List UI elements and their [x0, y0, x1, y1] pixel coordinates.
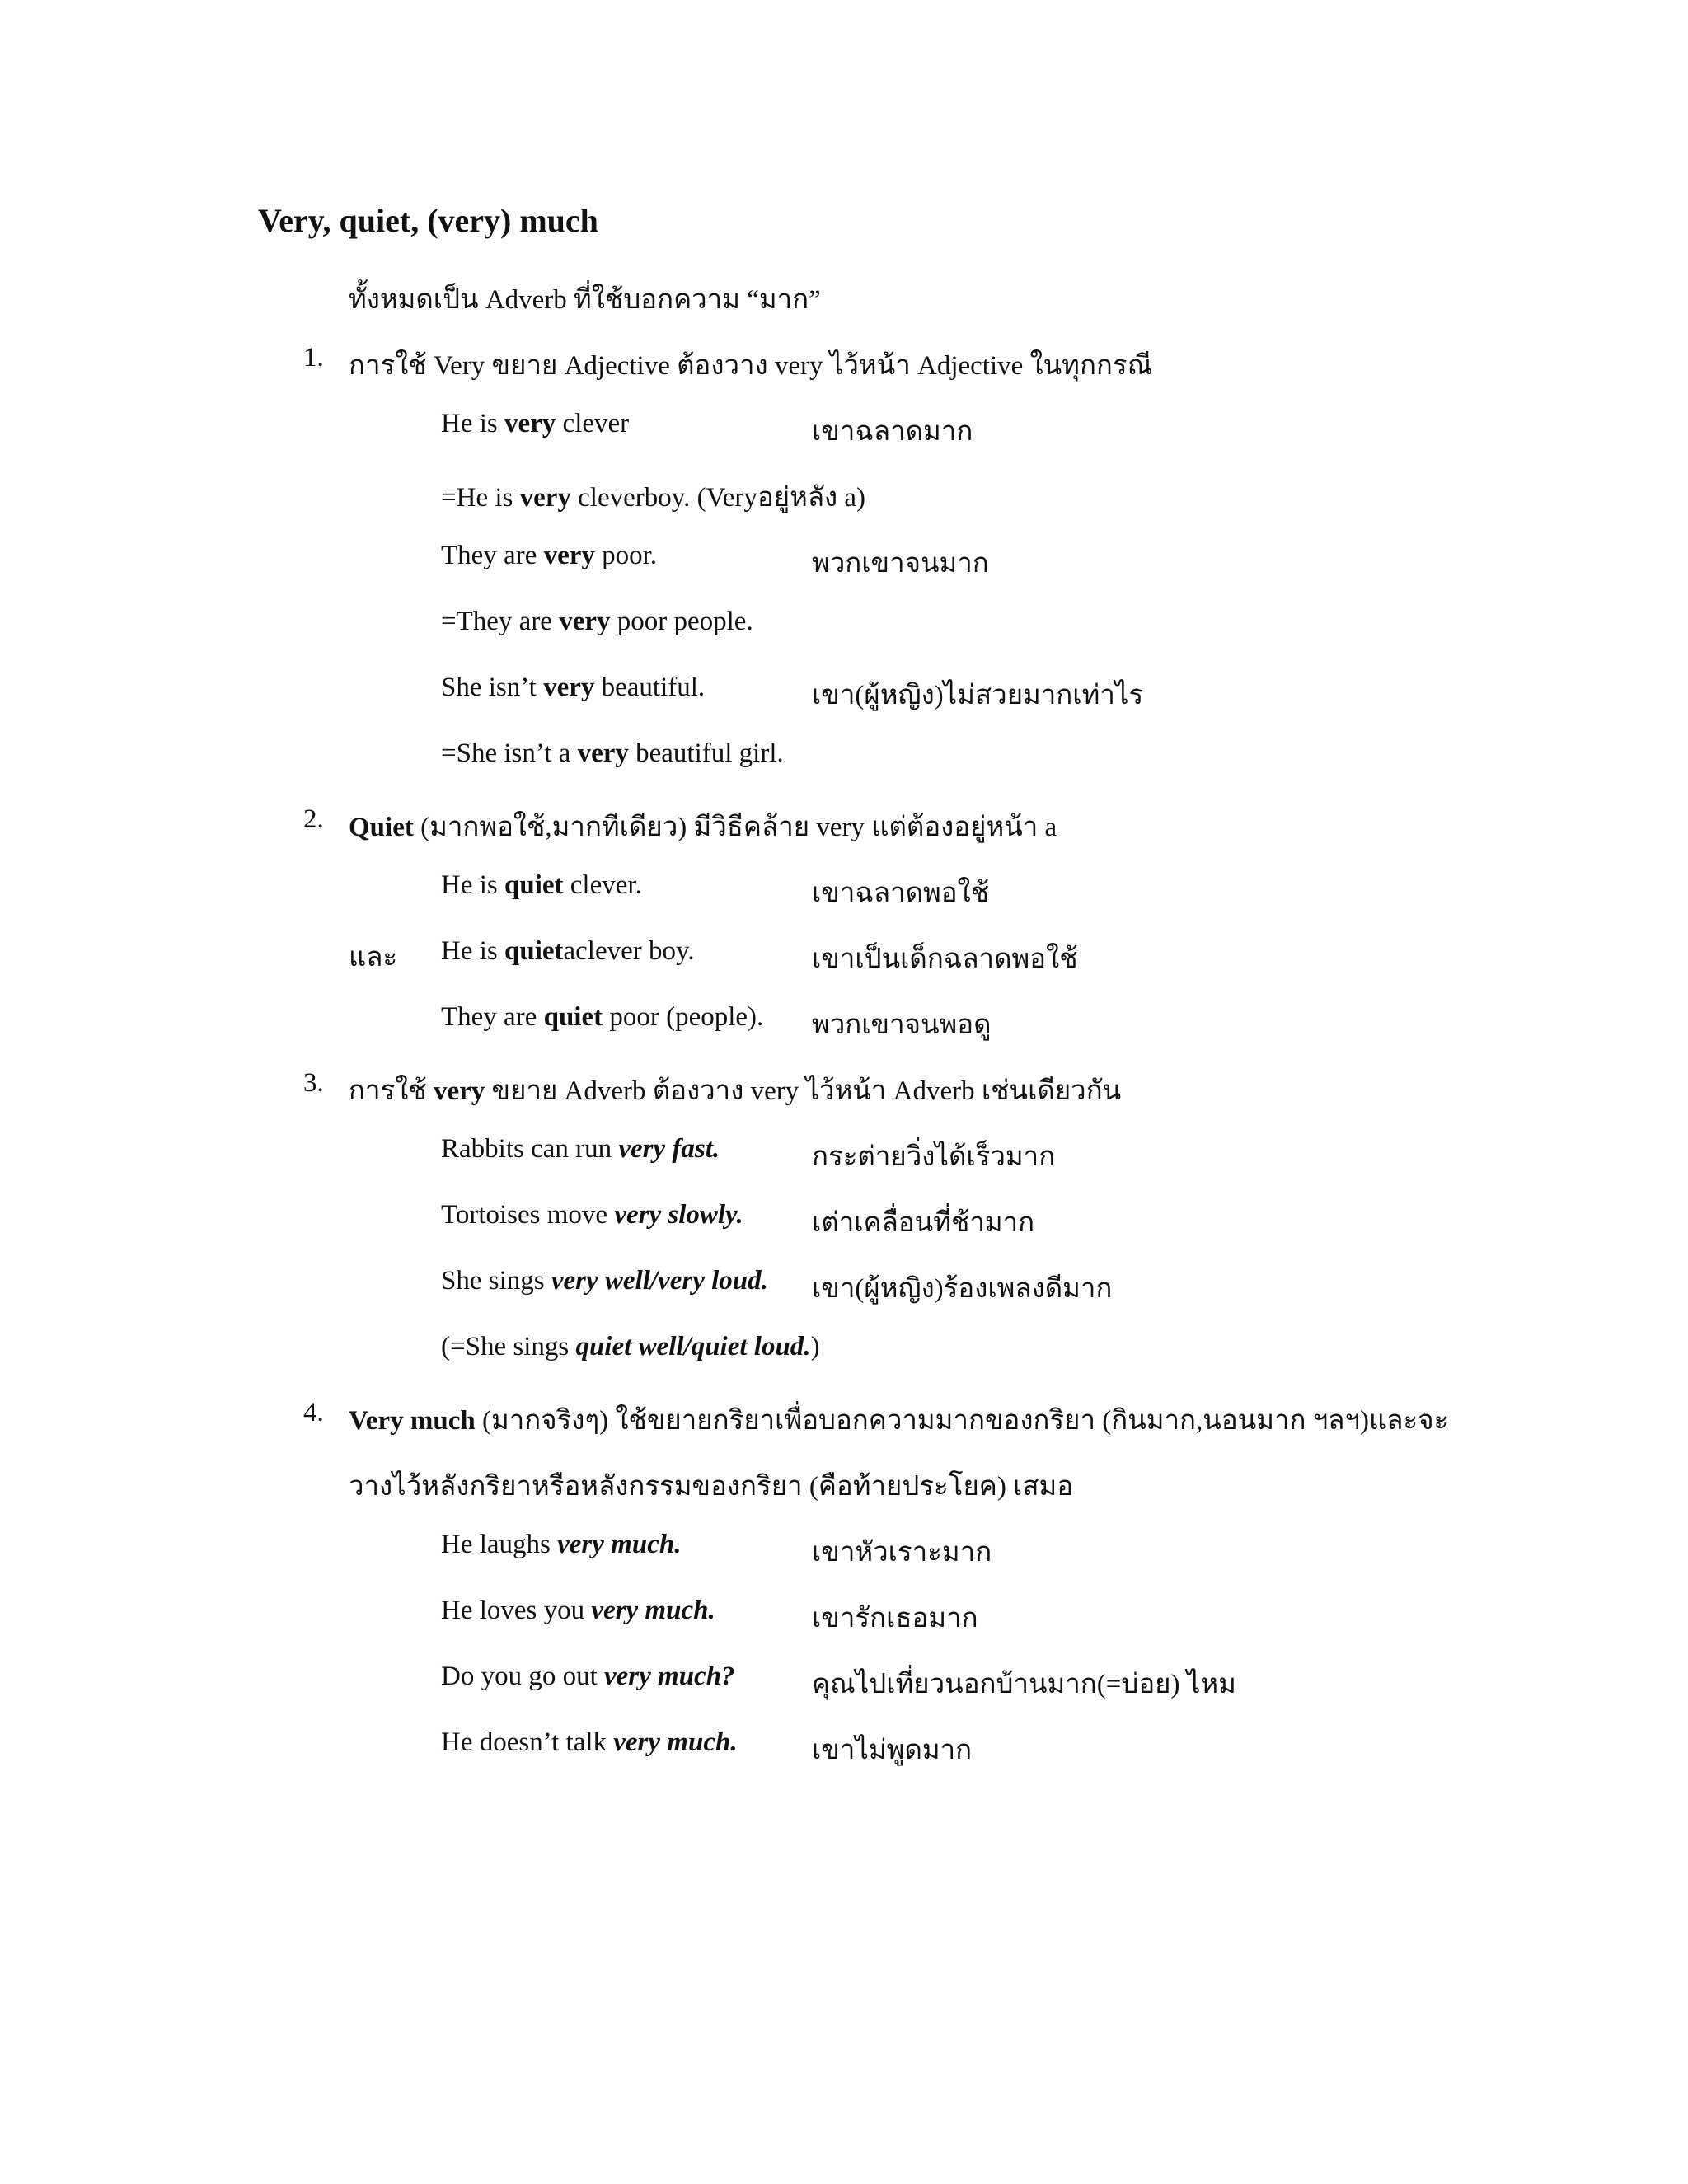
thai-translation: เขา(ผู้หญิง)ไม่สวยมากเท่าไร: [812, 681, 1144, 710]
example-line: Tortoises move very slowly.: [441, 1200, 743, 1230]
example-line: (=She sings quiet well/quiet loud.): [441, 1332, 820, 1361]
section-4-number: 4.: [303, 1398, 324, 1427]
example-line: He is very clever: [441, 409, 630, 438]
and-marker: และ: [349, 943, 398, 972]
section-3-number: 3.: [303, 1068, 324, 1098]
example-line: =He is very cleverboy. (Veryอยู่หลัง a): [441, 483, 866, 513]
intro-text: ทั้งหมดเป็น Adverb ที่ใช้บอกความ “มาก”: [349, 285, 821, 315]
section-2-number: 2.: [303, 804, 324, 834]
thai-translation: กระต่ายวิ่งได้เร็วมาก: [812, 1142, 1056, 1172]
thai-translation: เขาไม่พูดมาก: [812, 1736, 973, 1765]
example-line: They are quiet poor (people).: [441, 1002, 764, 1032]
thai-translation: เขาฉลาดพอใช้: [812, 879, 990, 908]
example-line: =She isn’t a very beautiful girl.: [441, 738, 784, 768]
thai-translation: เต่าเคลื่อนที่ช้ามาก: [812, 1208, 1035, 1238]
section-3-text: การใช้ very ขยาย Adverb ต้องวาง very ไว้หน้า Adverb เช่นเดียวกัน: [349, 1076, 1122, 1106]
example-line: They are very poor.: [441, 541, 658, 570]
example-line: She isn’t very beautiful.: [441, 673, 706, 702]
section-1-text: การใช้ Very ขยาย Adjective ต้องวาง very ไว้หน้า Adjective ในทุกกรณี: [349, 351, 1153, 381]
thai-translation: เขาเป็นเด็กฉลาดพอใช้: [812, 944, 1078, 974]
example-line: She sings very well/very loud.: [441, 1266, 768, 1296]
page-title: Very, quiet, (very) much: [258, 202, 598, 239]
section-1-number: 1.: [303, 343, 324, 373]
thai-translation: พวกเขาจนพอดู: [812, 1010, 992, 1040]
section-4-text: Very much (มากจริงๆ) ใช้ขยายกริยาเพื่อบอกความมากของกริยา (กินมาก,นอนมาก ฯลฯ)และจะ: [349, 1406, 1449, 1436]
example-line: =They are very poor people.: [441, 607, 753, 636]
thai-translation: เขารักเธอมาก: [812, 1604, 978, 1633]
thai-translation: คุณไปเที่ยวนอกบ้านมาก(=บ่อย) ไหม: [812, 1670, 1236, 1699]
section-2-text: Quiet (มากพอใช้,มากทีเดียว) มีวิธีคล้าย very แต่ต้องอยู่หน้า a: [349, 813, 1057, 842]
example-line: He loves you very much.: [441, 1596, 715, 1625]
thai-translation: เขาหัวเราะมาก: [812, 1538, 992, 1568]
example-line: He laughs very much.: [441, 1530, 682, 1559]
thai-translation: เขา(ผู้หญิง)ร้องเพลงดีมาก: [812, 1274, 1113, 1304]
example-line: He is quietaclever boy.: [441, 936, 695, 966]
thai-translation: เขาฉลาดมาก: [812, 417, 973, 447]
section-4-text-continued: วางไว้หลังกริยาหรือหลังกรรมของกริยา (คือท้ายประโยค) เสมอ: [349, 1472, 1074, 1502]
thai-translation: พวกเขาจนมาก: [812, 549, 989, 579]
example-line: Do you go out very much?: [441, 1661, 735, 1691]
example-line: He is quiet clever.: [441, 870, 642, 900]
example-line: Rabbits can run very fast.: [441, 1134, 720, 1164]
example-line: He doesn’t talk very much.: [441, 1727, 738, 1757]
